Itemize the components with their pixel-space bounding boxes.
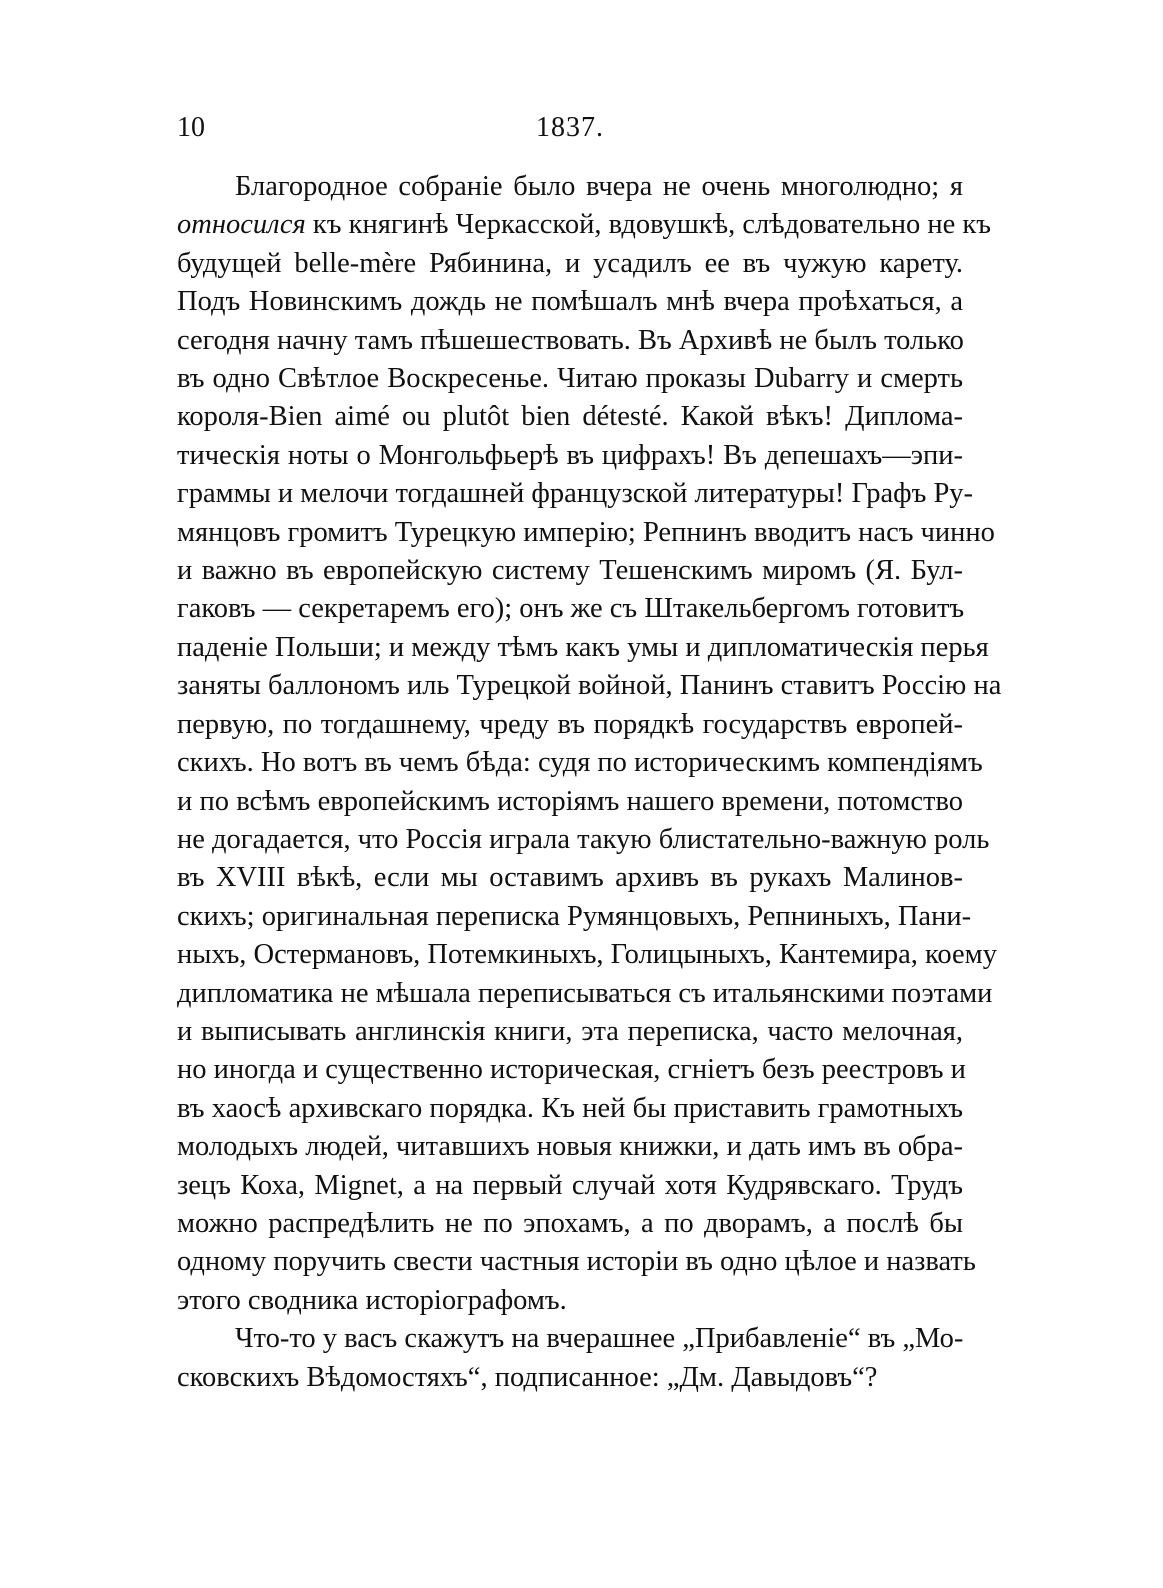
text-line: и по всѣмъ европейскимъ исторіямъ нашего времени, потомство (177, 785, 963, 817)
text-line: граммы и мелочи тогдашней французской литературы! Графъ Ру- (177, 478, 974, 510)
text-line-rest: къ княгинѣ Черкасской, вдовушкѣ, слѣдовательно не къ (305, 209, 991, 241)
text-line: сковскихъ Вѣдомостяхъ“, подписанное: „Дм. Давыдовъ“? (177, 1361, 878, 1393)
text-line: и выписывать англинскія книги, эта переписка, часто мелочная, (177, 1015, 963, 1047)
text-line: въ одно Свѣтлое Воскресенье. Читаю проказы Dubarry и смерть (177, 363, 963, 395)
text-line: этого сводника исторіографомъ. (177, 1284, 567, 1316)
paragraph-1 (177, 168, 1002, 1320)
text-line: Что-то у васъ скажутъ на вчерашнее „Прибавленіе“ въ „Мо- (235, 1323, 964, 1355)
text-line: не догадается, что Россія играла такую блистательно-важную роль (177, 823, 990, 855)
text-line: можно распредѣлить не по эпохамъ, а по дворамъ, а послѣ бы (177, 1207, 963, 1239)
text-line: заняты баллономъ иль Турецкой войной, Панинъ ставитъ Россію на (177, 670, 1002, 702)
text-line-with-italic (177, 206, 991, 244)
text-line: молодыхъ людей, читавшихъ новыя книжки, и дать имъ въ обра- (177, 1131, 963, 1163)
text-line: зецъ Коха, Mignet, а на первый случай хотя Кудрявскаго. Трудъ (177, 1169, 963, 1201)
text-line: Благородное собраніе было вчера не очень многолюдно; я (235, 171, 963, 202)
text-line: ныхъ, Остермановъ, Потемкиныхъ, Голицыныхъ, Кантемира, коему (177, 939, 997, 971)
text-line: дипломатика не мѣшала переписываться съ итальянскими поэтами (177, 977, 993, 1009)
running-head-year: 1837. (536, 112, 604, 143)
text-line: скихъ; оригинальная переписка Румянцовыхъ, Репниныхъ, Пани- (177, 900, 972, 932)
text-line: сегодня начну тамъ пѣшешествовать. Въ Архивѣ не былъ только (177, 324, 964, 356)
text-line: одному поручить свести частныя исторіи въ одно цѣлое и назвать (177, 1246, 976, 1278)
text-line: скихъ. Но вотъ въ чемъ бѣда: судя по историческимъ компендіямъ (177, 747, 983, 779)
text-line: Подъ Новинскимъ дождь не помѣшалъ мнѣ вчера проѣхаться, а (177, 286, 963, 318)
text-line: но иногда и существенно историческая, сгніетъ безъ реестровъ и (177, 1054, 966, 1086)
page-header (177, 108, 963, 148)
text-line: мянцовъ громитъ Турецкую имперію; Репнинъ вводитъ насъ чинно (177, 516, 995, 548)
text-line: будущей belle-mère Рябинина, и усадилъ ее въ чужую карету. (177, 247, 963, 279)
text-line: тическія ноты о Монгольфьерѣ въ цифрахъ! Въ депешахъ—эпи- (177, 439, 963, 471)
body-text (177, 168, 1002, 1397)
page-number: 10 (177, 112, 205, 143)
text-line: первую, по тогдашнему, чреду въ порядкѣ государствъ европей- (177, 708, 963, 740)
italic-word: относился (177, 209, 306, 241)
text-line: въ XVIII вѣкѣ, если мы оставимъ архивъ въ рукахъ Малинов- (177, 862, 963, 894)
text-line: въ хаосѣ архивскаго порядка. Къ ней бы приставить грамотныхъ (177, 1092, 963, 1124)
text-line: короля-Bien aimé ou plutôt bien détesté. Какой вѣкъ! Диплома- (177, 401, 963, 433)
paragraph-2 (177, 1320, 963, 1397)
text-line: паденіе Польши; и между тѣмъ какъ умы и дипломатическія перья (177, 631, 989, 663)
text-line: гаковъ — секретаремъ его); онъ же съ Штакельбергомъ готовитъ (177, 593, 965, 625)
text-line: и важно въ европейскую систему Тешенскимъ миромъ (Я. Бул- (177, 555, 963, 587)
